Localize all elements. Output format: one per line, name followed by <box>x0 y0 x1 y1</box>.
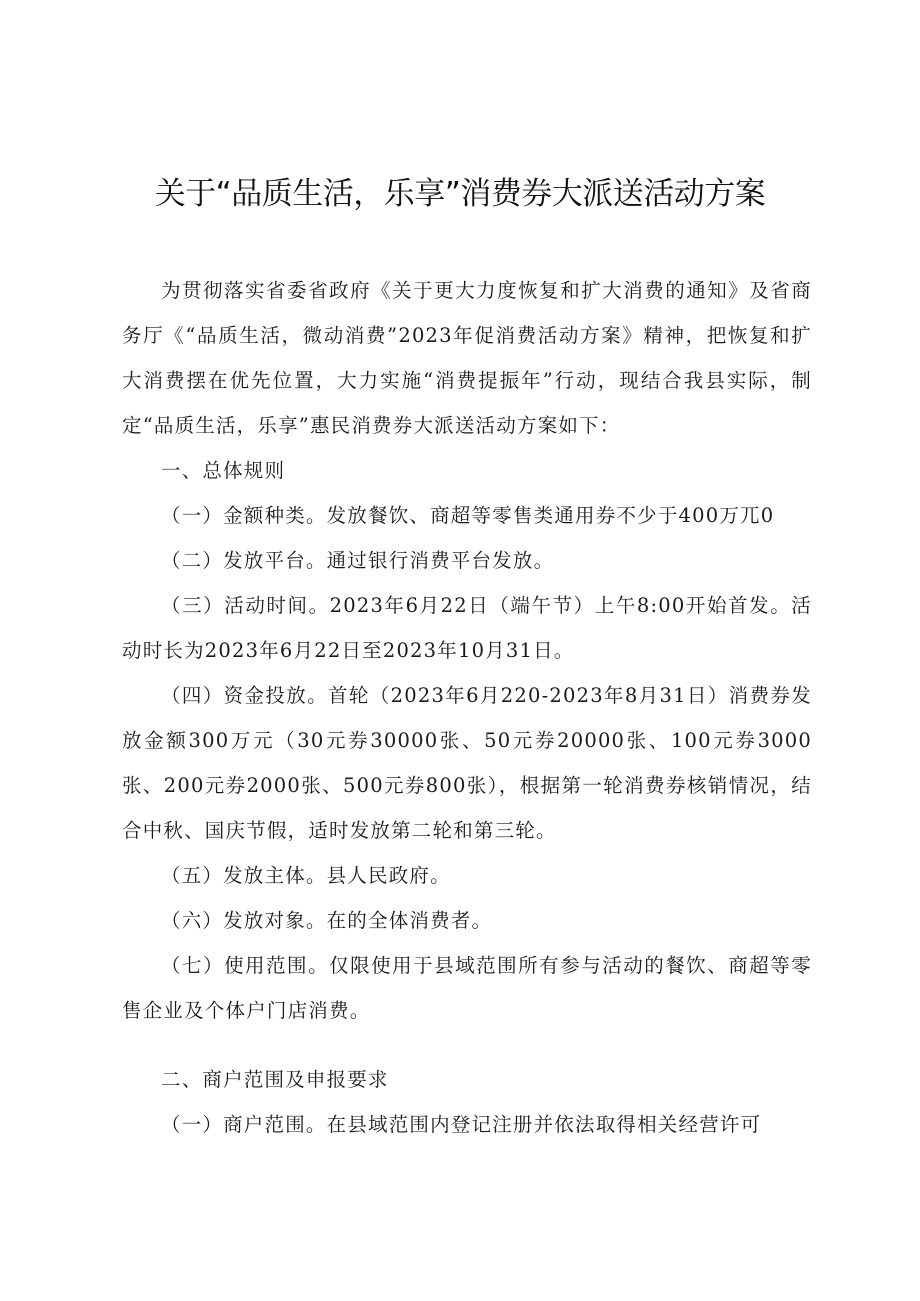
rule-platform: （二）发放平台。通过银行消费平台发放。 <box>161 549 555 572</box>
rule-scope: （七）使用范围。仅限使用于县域范围所有参与活动的餐饮、商超等零售企业及个体户门店消费。 <box>122 954 812 1022</box>
rule-activity-time: （三）活动时间。2023年6月22日（端午节）上午8:00开始首发。活动时长为2023年6月22日至2023年10月31日。 <box>122 594 812 662</box>
rule-target: （六）发放对象。在的全体消费者。 <box>161 909 493 932</box>
rule-issuer: （五）发放主体。县人民政府。 <box>161 864 451 887</box>
section-heading-general-rules: 一、总体规则 <box>161 459 286 482</box>
rule-funding: （四）资金投放。首轮（2023年6月220-2023年8月31日）消费券发放金额300万元（30元券30000张、50元券20000张、100元券3000张、200元券2000张、500元券800张），根据第一轮消费券核销情况，结合中秋、国庆节假，适时发放第二轮和第三轮。 <box>122 684 812 842</box>
rule-amount-types: （一）金额种类。发放餐饮、商超等零售类通用券不少于400万兀0 <box>161 504 775 527</box>
merchant-scope: （一）商户范围。在县域范围内登记注册并依法取得相关经营许可 <box>161 1113 762 1136</box>
document-title: 关于“品质生活，乐享”消费券大派送活动方案 <box>154 176 766 212</box>
intro-paragraph: 为贯彻落实省委省政府《关于更大力度恢复和扩大消费的通知》及省商务厅《“品质生活，微动消费”2023年促消费活动方案》精神，把恢复和扩大消费摆在优先位置，大力实施“消费提振年”行动，现结合我县实际，制定“品质生活，乐享”惠民消费券大派送活动方案如下： <box>122 279 812 437</box>
section-heading-merchants: 二、商户范围及申报要求 <box>161 1068 389 1091</box>
document-body <box>122 268 812 1147</box>
